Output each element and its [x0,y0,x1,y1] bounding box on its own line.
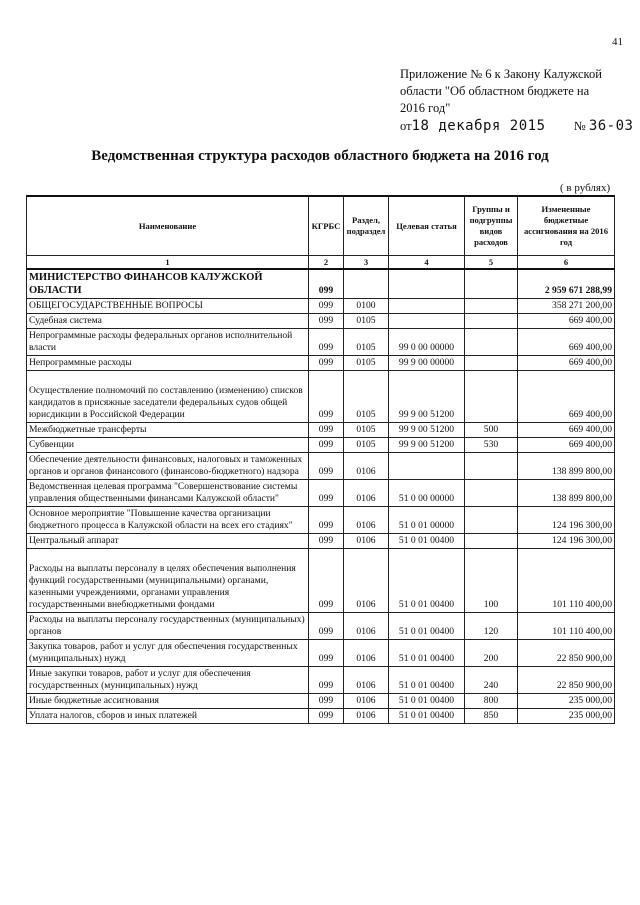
header-kgrbs: КГРБС [309,196,344,256]
row-amount: 669 400,00 [518,314,615,329]
document-title: Ведомственная структура расходов областного бюджета на 2016 год [91,148,549,164]
row-group: 240 [465,667,518,694]
row-name: Субвенции [27,438,309,453]
row-name: Обеспечение деятельности финансовых, налоговых и таможенных органов и органов финансового (финансово-бюджетного) надзора [27,453,309,480]
table-body [27,269,615,724]
table-row [27,549,615,613]
row-amount: 358 271 200,00 [518,299,615,314]
header-target: Целевая статья [389,196,465,256]
row-name: Ведомственная целевая программа "Совершенствование системы управления общественными финансами Калужской области" [27,480,309,507]
row-kgrbs: 099 [309,329,344,356]
row-name: Судебная система [27,314,309,329]
row-target: 99 0 00 00000 [389,329,465,356]
table-row [27,640,615,667]
row-amount: 2 959 671 288,99 [518,269,615,299]
row-amount: 669 400,00 [518,423,615,438]
row-amount: 124 196 300,00 [518,507,615,534]
row-section: 0105 [344,329,389,356]
row-group [465,299,518,314]
table-row [27,371,615,423]
row-section: 0105 [344,423,389,438]
row-target: 99 9 00 51200 [389,423,465,438]
row-kgrbs: 099 [309,549,344,613]
row-section: 0106 [344,453,389,480]
table-row [27,709,615,724]
row-section: 0105 [344,314,389,329]
row-target: 99 9 00 51200 [389,371,465,423]
units-note: ( в рублях) [560,182,611,194]
row-group [465,534,518,549]
col-number: 6 [518,256,615,270]
appendix-line: области "Об областном бюджете на [400,84,590,98]
row-target: 99 9 00 51200 [389,438,465,453]
row-target [389,299,465,314]
header-section: Раздел, подраздел [344,196,389,256]
row-amount: 124 196 300,00 [518,534,615,549]
row-target: 51 0 01 00400 [389,709,465,724]
row-target [389,269,465,299]
row-kgrbs: 099 [309,534,344,549]
row-kgrbs: 099 [309,356,344,371]
row-kgrbs: 099 [309,507,344,534]
row-target: 51 0 01 00400 [389,549,465,613]
row-amount: 669 400,00 [518,356,615,371]
table-row [27,438,615,453]
col-number: 4 [389,256,465,270]
row-name: Непрограммные расходы [27,356,309,371]
row-target: 51 0 01 00400 [389,667,465,694]
table-row [27,314,615,329]
header-groups: Группы и подгруппы видов расходов [465,196,518,256]
row-section: 0106 [344,549,389,613]
law-date: 18 декабря 2015 [411,118,546,134]
table-row [27,423,615,438]
row-section: 0106 [344,480,389,507]
row-name: Расходы на выплаты персоналу в целях обеспечения выполнения функций государственными (муниципальными) органами, казенными учреждениями, органами управления государственными внебюджетными фондами [27,549,309,613]
row-amount: 101 110 400,00 [518,549,615,613]
table-row [27,480,615,507]
col-number: 1 [27,256,309,270]
col-number: 3 [344,256,389,270]
row-group: 500 [465,423,518,438]
row-section: 0100 [344,299,389,314]
row-group: 850 [465,709,518,724]
row-group: 200 [465,640,518,667]
table-row [27,356,615,371]
row-target: 51 0 01 00400 [389,640,465,667]
row-section: 0105 [344,371,389,423]
row-kgrbs: 099 [309,694,344,709]
table-row [27,299,615,314]
row-kgrbs: 099 [309,709,344,724]
row-section: 0106 [344,694,389,709]
row-kgrbs: 099 [309,314,344,329]
row-name: Межбюджетные трансферты [27,423,309,438]
law-date-line [400,118,633,134]
row-target: 99 9 00 00000 [389,356,465,371]
row-name: ОБЩЕГОСУДАРСТВЕННЫЕ ВОПРОСЫ [27,299,309,314]
row-section: 0106 [344,640,389,667]
col-number: 2 [309,256,344,270]
row-section: 0106 [344,534,389,549]
row-amount: 669 400,00 [518,371,615,423]
row-amount: 235 000,00 [518,694,615,709]
row-group [465,329,518,356]
date-prefix: от [400,119,412,133]
row-target: 51 0 01 00400 [389,534,465,549]
row-group [465,314,518,329]
table-row [27,667,615,694]
row-kgrbs: 099 [309,299,344,314]
row-name: Уплата налогов, сборов и иных платежей [27,709,309,724]
row-section [344,269,389,299]
row-name: Осуществление полномочий по составлению (изменению) списков кандидатов в присяжные заседатели федеральных судов общей юрисдикции в Российской Федерации [27,371,309,423]
row-group [465,507,518,534]
row-group [465,453,518,480]
appendix-line: 2016 год" [400,101,451,115]
row-kgrbs: 099 [309,613,344,640]
row-kgrbs: 099 [309,438,344,453]
row-group [465,480,518,507]
table-row [27,329,615,356]
row-kgrbs: 099 [309,640,344,667]
row-amount: 101 110 400,00 [518,613,615,640]
row-section: 0106 [344,613,389,640]
row-name: МИНИСТЕРСТВО ФИНАНСОВ КАЛУЖСКОЙ ОБЛАСТИ [27,269,309,299]
row-group: 120 [465,613,518,640]
row-name: Закупка товаров, работ и услуг для обеспечения государственных (муниципальных) нужд [27,640,309,667]
row-target: 51 0 01 00400 [389,694,465,709]
row-kgrbs: 099 [309,371,344,423]
table-row [27,269,615,299]
row-kgrbs: 099 [309,269,344,299]
number-label: № [573,119,586,133]
budget-table [26,195,615,724]
row-amount: 138 899 800,00 [518,453,615,480]
table-row [27,613,615,640]
row-group: 530 [465,438,518,453]
appendix-block [400,66,620,117]
col-number: 5 [465,256,518,270]
row-section: 0105 [344,438,389,453]
header-name: Наименование [27,196,309,256]
row-target [389,453,465,480]
law-number: 36-03 [588,118,634,134]
row-amount: 669 400,00 [518,438,615,453]
row-group: 800 [465,694,518,709]
row-name: Расходы на выплаты персоналу государственных (муниципальных) органов [27,613,309,640]
row-kgrbs: 099 [309,453,344,480]
row-target: 51 0 01 00000 [389,507,465,534]
header-amount: Измененные бюджетные ассигнования на 2016 год [518,196,615,256]
row-kgrbs: 099 [309,423,344,438]
appendix-line: Приложение № 6 к Закону Калужской [400,67,602,81]
row-section: 0106 [344,667,389,694]
page-number: 41 [612,36,623,48]
row-target [389,314,465,329]
table-row [27,453,615,480]
row-amount: 138 899 800,00 [518,480,615,507]
row-name: Иные закупки товаров, работ и услуг для обеспечения государственных (муниципальных) нужд [27,667,309,694]
row-group [465,269,518,299]
row-kgrbs: 099 [309,480,344,507]
row-target: 51 0 00 00000 [389,480,465,507]
row-kgrbs: 099 [309,667,344,694]
row-group [465,371,518,423]
row-amount: 235 000,00 [518,709,615,724]
row-section: 0106 [344,507,389,534]
table-row [27,534,615,549]
row-name: Иные бюджетные ассигнования [27,694,309,709]
row-name: Центральный аппарат [27,534,309,549]
row-amount: 669 400,00 [518,329,615,356]
row-group [465,356,518,371]
table-row [27,694,615,709]
row-section: 0106 [344,709,389,724]
row-section: 0105 [344,356,389,371]
row-amount: 22 850 900,00 [518,640,615,667]
row-name: Основное мероприятие "Повышение качества организации бюджетного процесса в Калужской области на всех его стадиях" [27,507,309,534]
row-group: 100 [465,549,518,613]
row-amount: 22 850 900,00 [518,667,615,694]
row-name: Непрограммные расходы федеральных органов исполнительной власти [27,329,309,356]
row-target: 51 0 01 00400 [389,613,465,640]
table-row [27,507,615,534]
